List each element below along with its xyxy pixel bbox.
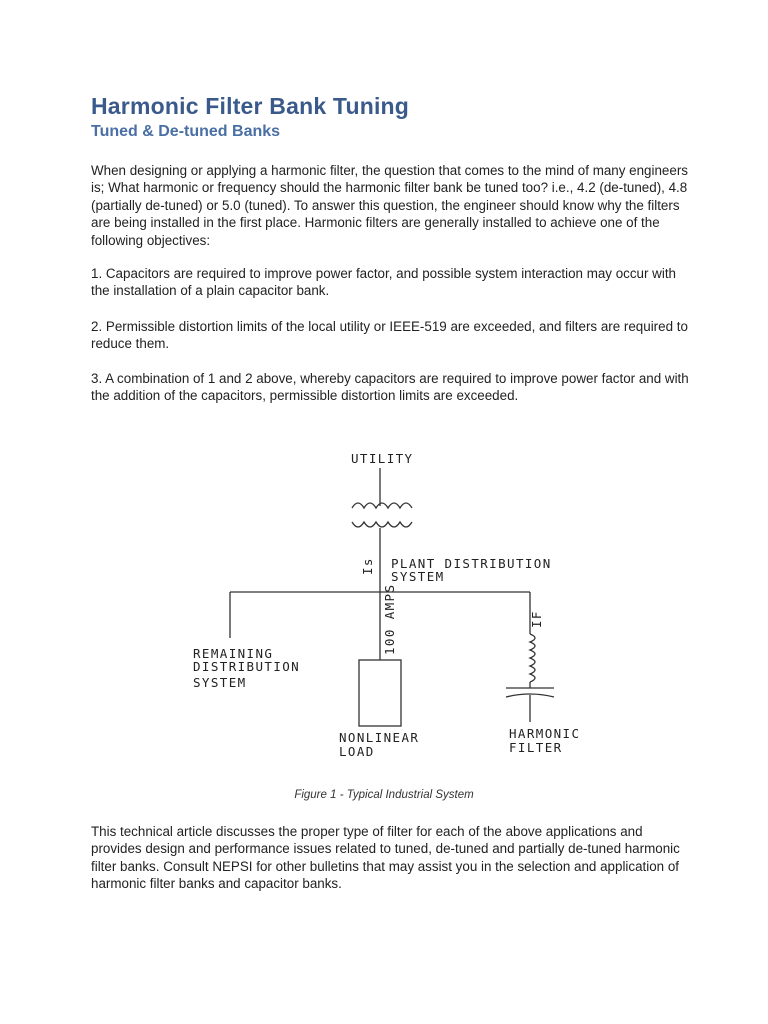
transformer-secondary-coil bbox=[352, 522, 412, 527]
objective-item-2: 2. Permissible distortion limits of the local utility or IEEE-519 are exceeded, and filters are required to reduce them. bbox=[91, 319, 688, 352]
objective-item-3: 3. A combination of 1 and 2 above, whereby capacitors are required to improve power factor and with the addition of the capacitors, permissible distortion limits are exceeded. bbox=[91, 371, 689, 404]
page-subtitle: Tuned & De-tuned Banks bbox=[91, 123, 281, 140]
page-title: Harmonic Filter Bank Tuning bbox=[91, 93, 410, 119]
figure-caption: Figure 1 - Typical Industrial System bbox=[294, 789, 474, 801]
nonlinear-label-line1: NONLINEAR bbox=[339, 730, 420, 745]
if-label: IF bbox=[529, 610, 544, 628]
intro-paragraph: When designing or applying a harmonic filter, the question that comes to the mind of many engineers is; What harmonic or frequency should the harmonic filter bank be tuned too? i.e., 4.2 (de-tuned), 4.8 (partially de-tuned) or 5.0 (tuned). To answer this question, the engineer should know why the filters are being installed in the first place. Harmonic filters are generally installed to achieve one of the following objectives: bbox=[91, 163, 688, 248]
harmonic-label-line2: FILTER bbox=[509, 740, 563, 755]
closing-paragraph: This technical article discusses the proper type of filter for each of the above applications and provides design and performance issues related to tuned, de-tuned and partially de-tuned harmonic filter banks. Consult NEPSI for other bulletins that may assist you in the selection and application of harmonic filter banks and capacitor banks. bbox=[91, 824, 680, 892]
plant-distribution-label-line1: PLANT DISTRIBUTION bbox=[391, 556, 552, 571]
amps-label: 100 AMPS bbox=[382, 583, 397, 655]
remaining-label-line3: SYSTEM bbox=[193, 675, 247, 690]
filter-reactor-coil bbox=[530, 634, 535, 682]
objective-item-1: 1. Capacitors are required to improve power factor, and possible system interaction may occur with the installation of a plain capacitor bank. bbox=[91, 266, 676, 299]
industrial-system-diagram bbox=[0, 440, 768, 770]
utility-label: UTILITY bbox=[351, 451, 414, 466]
nonlinear-load-box bbox=[359, 660, 401, 726]
is-label: Is bbox=[360, 557, 375, 575]
transformer-primary-coil bbox=[352, 503, 412, 508]
harmonic-label-line1: HARMONIC bbox=[509, 726, 581, 741]
remaining-label-line1: REMAINING bbox=[193, 646, 274, 661]
nonlinear-label-line2: LOAD bbox=[339, 744, 375, 759]
remaining-label-line2: DISTRIBUTION bbox=[193, 659, 301, 674]
plant-distribution-label-line2: SYSTEM bbox=[391, 569, 445, 584]
